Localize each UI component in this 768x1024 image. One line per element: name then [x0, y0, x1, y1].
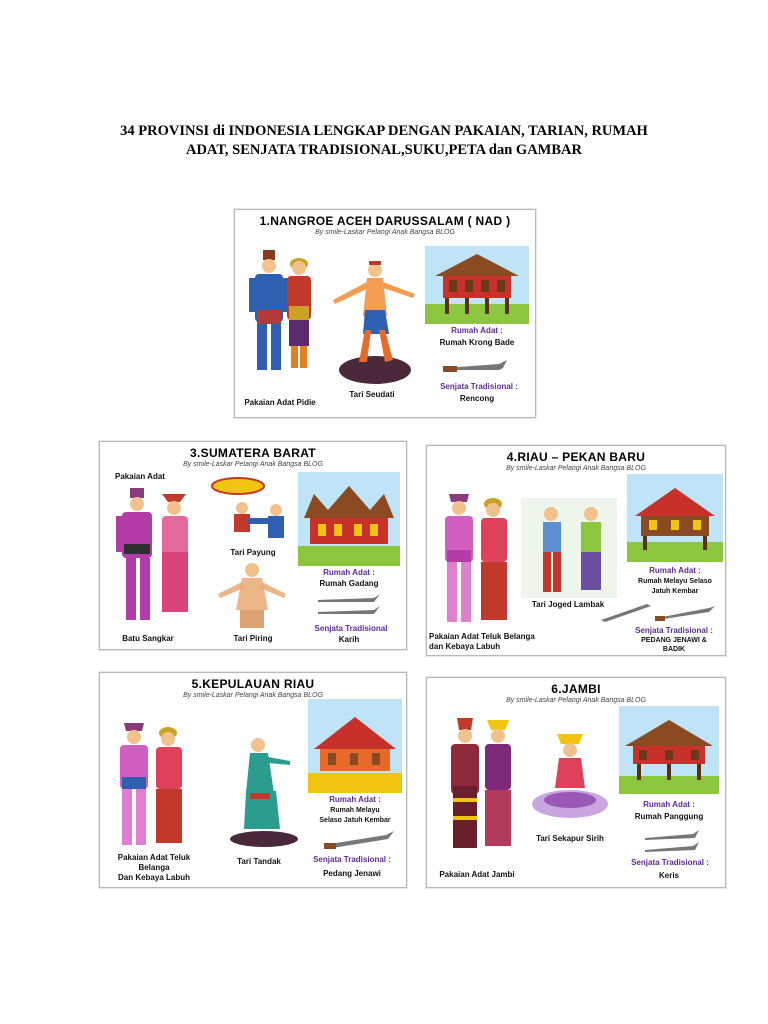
rumah-heading: Rumah Adat :: [643, 800, 695, 809]
card-jambi: [426, 677, 726, 888]
card-credit: By smile-Laskar Pelangi Anak Bangsa BLOG: [183, 461, 323, 468]
tari-label: Tari Joged Lambak: [531, 600, 605, 609]
card-credit: By smile-Laskar Pelangi Anak Bangsa BLOG: [506, 465, 646, 472]
keris-weapon-illustration: [639, 828, 709, 856]
card-title: 5.KEPULAUAN RIAU: [191, 677, 315, 691]
tari-label: Tari Seudati: [349, 390, 395, 399]
card-riau: [426, 445, 726, 656]
costume-couple-illustration: [106, 486, 202, 630]
rumah-label: Rumah Krong Bade: [439, 338, 515, 347]
pakaian-line-1: Pakaian Adat Teluk Belanga: [429, 632, 535, 641]
senjata-line-1: PEDANG JENAWI &: [641, 637, 707, 644]
senjata-label: Keris: [658, 871, 679, 880]
tari-label: Tari Tandak: [237, 857, 281, 866]
tari1-label: Tari Payung: [230, 548, 276, 557]
pakaian-label: Pakaian Adat Pidie: [244, 398, 316, 407]
senjata-heading: Senjata Tradisional :: [631, 858, 709, 867]
senjata-heading: Senjata Tradisional :: [313, 855, 391, 864]
card-kepulauan-riau: [99, 672, 407, 888]
pakaian-line-2: dan Kebaya Labuh: [429, 642, 501, 651]
tari-label: Tari Sekapur Sirih: [536, 834, 604, 843]
pedang-jenawi-weapon-illustration: [320, 827, 400, 851]
dancer-illustration: [327, 256, 421, 388]
costume-couple-illustration: [431, 490, 519, 630]
rumah-adat-illustration: [425, 246, 529, 324]
rumah-heading: Rumah Adat :: [451, 326, 503, 335]
pakaian-line-1: Pakaian Adat Teluk: [117, 853, 191, 862]
card-title: 3.SUMATERA BARAT: [190, 446, 316, 460]
rumah-line-2: Jatuh Kembar: [651, 588, 699, 595]
rumah-gadang-illustration: [298, 472, 400, 566]
costume-couple-illustration: [239, 246, 323, 398]
senjata-label: Karih: [338, 635, 360, 644]
card-credit: By smile-Laskar Pelangi Anak Bangsa BLOG: [506, 697, 646, 704]
rumah-heading: Rumah Adat :: [323, 568, 375, 577]
card-nad: [234, 209, 536, 418]
rumah-line-1: Rumah Melayu: [330, 807, 380, 814]
rumah-label: Rumah Panggung: [634, 812, 704, 821]
tari-piring-illustration: [212, 560, 292, 632]
card-credit: By smile-Laskar Pelangi Anak Bangsa BLOG: [183, 692, 323, 699]
pakaian-label: Batu Sangkar: [122, 634, 174, 643]
pakaian-heading: Pakaian Adat: [115, 472, 165, 481]
card-credit: By smile-Laskar Pelangi Anak Bangsa BLOG: [315, 229, 455, 236]
pakaian-line-2: Belanga: [138, 863, 170, 872]
rumah-panggung-illustration: [619, 706, 719, 794]
senjata-heading: Senjata Tradisional: [314, 624, 388, 633]
senjata-label: Rencong: [459, 394, 495, 403]
pedang-badik-weapon-illustration: [597, 598, 721, 626]
pakaian-label: Pakaian Adat Jambi: [439, 870, 515, 879]
senjata-heading: Senjata Tradisional :: [635, 626, 713, 635]
tari-tandak-illustration: [224, 733, 302, 849]
rumah-line-2: Selaso Jatuh Kembar: [319, 817, 391, 824]
costume-couple-illustration: [433, 716, 523, 864]
card-sumatera-barat: [99, 441, 407, 650]
rumah-melayu-illustration: [627, 474, 723, 562]
rencong-weapon-illustration: [441, 356, 511, 378]
costume-couple-illustration: [104, 719, 192, 851]
rumah-heading: Rumah Adat :: [329, 795, 381, 804]
tari2-label: Tari Piring: [233, 634, 273, 643]
title-line-2: ADAT, SENJATA TRADISIONAL,SUKU,PETA dan GAMBAR: [185, 142, 582, 158]
card-title: 4.RIAU – PEKAN BARU: [506, 450, 646, 464]
rumah-label: Rumah Gadang: [319, 579, 379, 588]
tari-sekapur-sirih-illustration: [527, 730, 613, 822]
title-line-1: 34 PROVINSI di INDONESIA LENGKAP DENGAN PAKAIAN, TARIAN, RUMAH: [120, 123, 648, 139]
senjata-heading: Senjata Tradisional :: [440, 382, 518, 391]
tari-payung-illustration: [208, 474, 296, 546]
karih-weapon-illustration: [314, 592, 384, 620]
senjata-label: Pedang Jenawi: [323, 869, 381, 878]
card-title: 1.NANGROE ACEH DARUSSALAM ( NAD ): [259, 214, 511, 228]
rumah-melayu-illustration: [308, 699, 402, 793]
tari-joged-illustration: [521, 498, 617, 598]
senjata-line-2: BADIK: [662, 646, 686, 653]
rumah-line-1: Rumah Melayu Selaso: [638, 578, 712, 585]
card-title: 6.JAMBI: [551, 682, 601, 696]
page-title: [60, 122, 708, 160]
rumah-heading: Rumah Adat :: [649, 566, 701, 575]
pakaian-line-3: Dan Kebaya Labuh: [117, 873, 190, 882]
